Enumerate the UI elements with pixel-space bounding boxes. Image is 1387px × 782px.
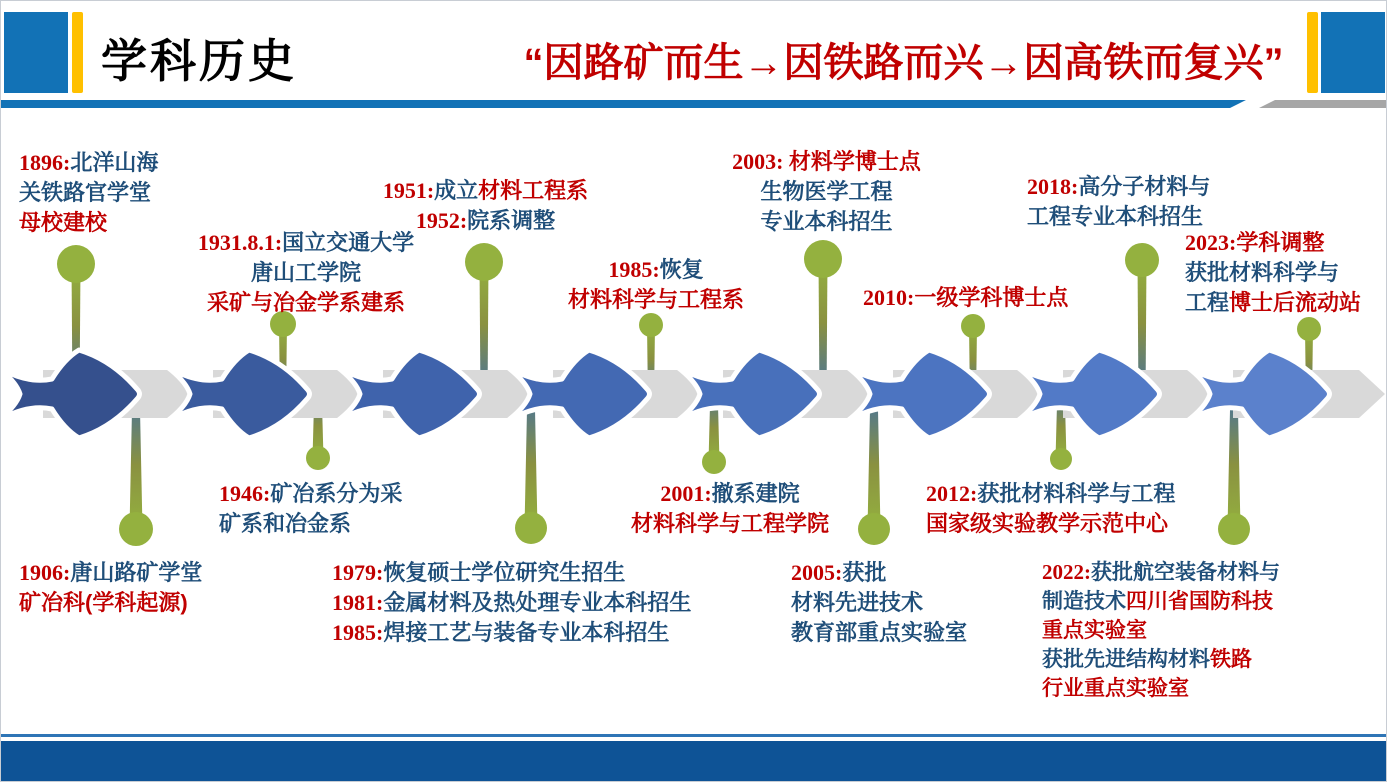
milestone-line (791, 588, 967, 618)
milestone-text-segment: 重点实验室 (1042, 619, 1147, 642)
milestone-text-segment: 2003: (732, 149, 789, 174)
milestone-text-segment: 2012: (926, 481, 978, 506)
milestone-2005 (791, 558, 967, 648)
milestone-text-segment: 矿冶科(学科起源) (19, 590, 188, 615)
milestone-line (19, 208, 158, 238)
milestone-text-segment: 2005: (791, 560, 843, 585)
milestone-line (599, 479, 861, 509)
milestone-line (332, 588, 691, 618)
milestone-line (704, 177, 949, 207)
milestone-text-segment: 院系调整 (467, 208, 556, 233)
milestone-line (1185, 228, 1361, 258)
milestone-line (1042, 645, 1280, 674)
milestone-text-segment: 焊接工艺与装备专业本科招生 (383, 620, 670, 645)
milestone-line (219, 509, 402, 539)
milestone-text-segment: 1985: (332, 620, 384, 645)
milestone-text-segment: 1946: (219, 481, 271, 506)
milestone-text-segment: 1979: (332, 560, 384, 585)
milestone-text-segment: 获批先进结构材料 (1042, 648, 1210, 671)
milestone-text-segment: 采矿与冶金学系建系 (206, 290, 405, 315)
milestone-line (19, 148, 158, 178)
milestone-text-segment: 母校建校 (19, 210, 108, 235)
header-slogan: “因路矿而生→因铁路而兴→因高铁而复兴” (523, 41, 1284, 85)
timeline-arrow (1, 350, 140, 438)
milestone-line (1027, 202, 1210, 232)
milestone-text-segment: 获批材料科学与 (1185, 260, 1340, 285)
milestone-line (363, 206, 608, 236)
milestone-line (541, 255, 771, 285)
milestone-text-segment: 2023: (1185, 230, 1237, 255)
milestone-text-segment: 四川省国防科技 (1126, 590, 1273, 613)
milestone-2023 (1185, 228, 1361, 318)
milestone-text-segment: 获批材料科学与工程 (977, 481, 1176, 506)
milestone-line (1042, 674, 1280, 703)
milestone-line (141, 288, 471, 318)
milestone-text-segment: 金属材料及热处理专业本科招生 (383, 590, 692, 615)
milestone-text-segment: 制造技术 (1042, 590, 1126, 613)
milestone-text-segment: 唐山工学院 (250, 260, 361, 285)
milestone-text-segment: 博士后流动站 (1229, 290, 1362, 315)
milestone-text-segment: 关铁路官学堂 (19, 180, 152, 205)
milestone-text-segment: 获批 (842, 560, 887, 585)
milestone-text-segment: 材料学博士点 (788, 149, 921, 174)
milestone-text-segment: 恢复硕士学位研究生招生 (383, 560, 626, 585)
milestone-line (863, 283, 1068, 313)
milestone-1985-top (541, 255, 771, 315)
milestone-text-segment: 1906: (19, 560, 71, 585)
milestone-text-segment: 生物医学工程 (760, 179, 893, 204)
milestone-line (141, 258, 471, 288)
milestone-text-segment: 学科调整 (1236, 230, 1325, 255)
milestone-text-segment: 1985: (608, 257, 660, 282)
milestone-text-segment: 获批航空装备材料与 (1091, 561, 1280, 584)
page-title: 学科历史 (101, 35, 297, 87)
milestone-2022 (1042, 558, 1280, 703)
milestone-line (1042, 587, 1280, 616)
milestone-line (791, 618, 967, 648)
milestone-line (19, 178, 158, 208)
timeline-arrow (336, 350, 480, 438)
milestone-text-segment: 1952: (415, 208, 468, 233)
milestone-1979 (332, 558, 691, 648)
milestone-text-segment: 行业重点实验室 (1042, 677, 1189, 700)
milestone-text-segment: 工程 (1185, 290, 1230, 315)
milestone-line (19, 588, 202, 618)
milestone-text-segment: 2018: (1027, 174, 1079, 199)
milestone-line (1027, 172, 1210, 202)
milestone-2012 (926, 479, 1175, 539)
milestone-text-segment: 矿系和冶金系 (219, 511, 352, 536)
milestone-text-segment: 1951: (382, 178, 435, 203)
milestone-line (1185, 258, 1361, 288)
milestone-line (926, 509, 1175, 539)
milestone-text-segment: 1981: (332, 590, 384, 615)
milestone-1951 (363, 176, 608, 236)
milestone-text-segment: 成立 (434, 178, 479, 203)
milestone-line (926, 479, 1175, 509)
timeline-arrow (846, 350, 990, 438)
milestone-line (791, 558, 967, 588)
milestone-line (19, 558, 202, 588)
milestone-text-segment: 国家级实验教学示范中心 (926, 511, 1169, 536)
milestone-1896 (19, 148, 158, 238)
milestone-2018 (1027, 172, 1210, 232)
milestone-text-segment: 2001: (660, 481, 712, 506)
milestone-text-segment: 2010: (863, 285, 915, 310)
milestone-line (1042, 558, 1280, 587)
milestone-text-segment: 唐山路矿学堂 (70, 560, 203, 585)
milestone-text-segment: 恢复 (659, 257, 704, 282)
milestone-1906 (19, 558, 202, 618)
milestone-text-segment: 材料科学与工程系 (567, 287, 744, 312)
milestone-text-segment: 铁路 (1210, 648, 1252, 671)
milestone-1931 (141, 228, 471, 318)
milestone-text-segment: 矿冶系分为采 (270, 481, 403, 506)
milestone-text-segment: 教育部重点实验室 (791, 620, 968, 645)
milestone-text-segment: 高分子材料与 (1078, 174, 1211, 199)
milestone-line (219, 479, 402, 509)
milestone-line (332, 558, 691, 588)
milestone-line (1185, 288, 1361, 318)
milestone-text-segment: 撤系建院 (711, 481, 800, 506)
milestone-1946 (219, 479, 402, 539)
milestone-line (599, 509, 861, 539)
milestone-text-segment: 1931.8.1: (197, 230, 283, 255)
timeline-arrow (676, 350, 820, 438)
milestone-text-segment: 一级学科博士点 (914, 285, 1069, 310)
milestone-text-segment: 专业本科招生 (760, 209, 893, 234)
milestone-line (1042, 616, 1280, 645)
milestone-text-segment: 工程专业本科招生 (1027, 204, 1204, 229)
milestone-line (332, 618, 691, 648)
milestone-2010 (863, 283, 1068, 313)
milestone-2003 (704, 147, 949, 237)
milestone-text-segment: 2022: (1042, 560, 1091, 584)
milestone-line (541, 285, 771, 315)
milestone-line (363, 176, 608, 206)
milestone-text-segment: 材料科学与工程学院 (630, 511, 829, 536)
timeline-arrow (166, 350, 310, 438)
milestone-text-segment: 国立交通大学 (282, 230, 415, 255)
milestone-line (704, 147, 949, 177)
timeline-arrow (1016, 350, 1160, 438)
milestone-text-segment: 北洋山海 (70, 150, 159, 175)
milestone-2001 (599, 479, 861, 539)
milestone-text-segment: 材料先进技术 (791, 590, 924, 615)
milestone-text-segment: 材料工程系 (478, 178, 589, 203)
milestone-line (704, 207, 949, 237)
milestone-text-segment: 1896: (19, 150, 71, 175)
